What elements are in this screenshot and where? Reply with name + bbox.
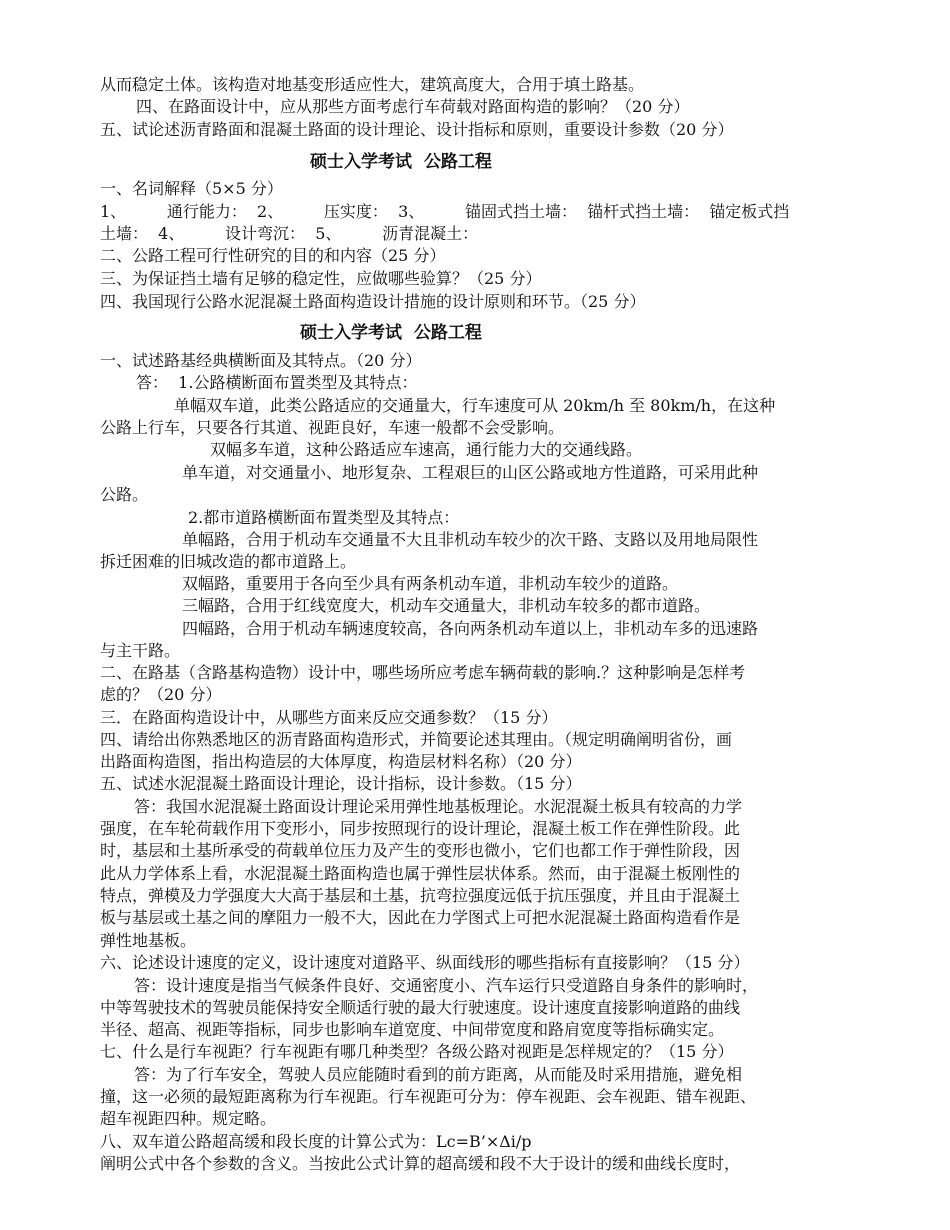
answer-line: 撞，这一必须的最短距离称为行车视距。行车视距可分为：停车视距、会车视距、错车视距、: [100, 1087, 757, 1106]
answer-line: 四幅路，合用于机动车辆速度较高，各向两条机动车道以上，非机动车多的迅速路: [182, 619, 759, 638]
answer-line: 双幅多车道，这种公路适应车速高，通行能力大的交通线路。: [210, 440, 643, 459]
answer-line: 与主干路。: [100, 641, 181, 660]
text-line: 1、 通行能力： 2、 压实度： 3、 锚固式挡土墙： 锚杆式挡土墙： 锚定板式挡: [100, 202, 790, 221]
answer-line: 板与基层或土基之间的摩阻力一般不大，因此在力学图式上可把水泥混凝土路面构造看作是: [100, 908, 741, 927]
answer-line: 公路上行车，只要各行其道、视距良好，车速一般都不会受影响。: [100, 418, 565, 437]
question-line: 阐明公式中各个参数的含义。当按此公式计算的超高缓和段不大于设计的缓和曲线长度时，: [100, 1154, 741, 1173]
answer-line: 单车道，对交通量小、地形复杂、工程艰巨的山区公路或地方性道路，可采用此种: [182, 463, 759, 482]
question-line: 四、在路面设计中，应从那些方面考虑行车荷载对路面构造的影响？（20 分）: [136, 97, 690, 116]
question-line: 八、双车道公路超高缓和段长度的计算公式为：Lc=B’×Δi/p: [100, 1132, 532, 1151]
answer-line: 公路。: [100, 485, 149, 504]
answer-line: 超车视距四种。规定略。: [100, 1109, 277, 1128]
section-title: 硕士入学考试 公路工程: [310, 152, 492, 172]
answer-line: 双幅路，重要用于各向至少具有两条机动车道，非机动车较少的道路。: [182, 574, 679, 593]
question-line: 四、我国现行公路水泥混凝土路面构造设计措施的设计原则和环节。（25 分）: [100, 292, 646, 311]
answer-line: 特点，弹模及力学强度大大高于基层和土基，抗弯拉强度远低于抗压强度，并且由于混凝土: [100, 886, 741, 905]
question-line: 五、试述水泥混凝土路面设计理论，设计指标，设计参数。（15 分）: [100, 774, 582, 793]
answer-line: 中等驾驶技术的驾驶员能保持安全顺适行驶的最大行驶速度。设计速度直接影响道路的曲线: [100, 998, 741, 1017]
answer-line: 强度，在车轮荷载作用下变形小，同步按照现行的设计理论，混凝土板工作在弹性阶段。此: [100, 819, 741, 838]
question-line: 二、公路工程可行性研究的目的和内容（25 分）: [100, 246, 446, 265]
question-line: 四、请给出你熟悉地区的沥青路面构造形式，并简要论述其理由。（规定明确阐明省份，画: [100, 730, 733, 749]
text-line: 从而稳定土体。该构造对地基变形适应性大，建筑高度大，合用于填土路基。: [100, 75, 645, 94]
answer-line: 拆迁困难的旧城改造的都市道路上。: [100, 552, 357, 571]
question-line: 二、在路基（含路基构造物）设计中，哪些场所应考虑车辆荷载的影响.？这种影响是怎样考: [100, 663, 746, 682]
answer-line: 答： 1.公路横断面布置类型及其特点：: [136, 373, 418, 392]
question-line: 三．在路面构造设计中，从哪些方面来反应交通参数？（15 分）: [100, 708, 558, 727]
question-line: 五、试论述沥青路面和混凝土路面的设计理论、设计指标和原则，重要设计参数（20 分）: [100, 120, 734, 139]
question-line: 三、为保证挡土墙有足够的稳定性，应做哪些验算？（25 分）: [100, 269, 542, 288]
section-title: 硕士入学考试 公路工程: [300, 323, 482, 343]
question-line: 六、论述设计速度的定义，设计速度对道路平、纵面线形的哪些指标有直接影响？（15 分）: [100, 953, 750, 972]
answer-line: 弹性地基板。: [100, 931, 197, 950]
answer-line: 答：设计速度是指当气候条件良好、交通密度小、汽车运行只受道路自身条件的影响时，: [134, 976, 759, 995]
question-line: 虑的？（20 分）: [100, 685, 222, 704]
answer-line: 三幅路，合用于红线宽度大，机动车交通量大，非机动车较多的都市道路。: [182, 596, 711, 615]
answer-line: 此从力学体系上看，水泥混凝土路面构造也属于弹性层状体系。然而，由于混凝土板刚性的: [100, 864, 741, 883]
question-line: 一、名词解释（5×5 分）: [100, 179, 283, 198]
question-line: 一、试述路基经典横断面及其特点。（20 分）: [100, 351, 422, 370]
answer-line: 2.都市道路横断面布置类型及其特点：: [188, 508, 460, 527]
question-line: 七、什么是行车视距？行车视距有哪几种类型？各级公路对视距是怎样规定的？（15 分）: [100, 1042, 734, 1061]
answer-line: 单幅双车道，此类公路适应的交通量大，行车速度可从 20km/h 至 80km/h，在这种: [174, 396, 776, 415]
text-line: 土墙： 4、 设计弯沉： 5、 沥青混凝土：: [100, 224, 479, 243]
answer-line: 半径、超高、视距等指标，同步也影响车道宽度、中间带宽度和路肩宽度等指标确实定。: [100, 1020, 725, 1039]
question-line: 出路面构造图，指出构造层的大体厚度，构造层材料名称）（20 分）: [100, 752, 582, 771]
answer-line: 单幅路，合用于机动车交通量不大且非机动车较少的次干路、支路以及用地局限性: [182, 530, 759, 549]
answer-line: 时，基层和土基所承受的荷载单位压力及产生的变形也微小，它们也都工作于弹性阶段，因: [100, 841, 741, 860]
answer-line: 答：我国水泥混凝土路面设计理论采用弹性地基板理论。水泥混凝土板具有较高的力学: [134, 797, 743, 816]
answer-line: 答：为了行车安全，驾驶人员应能随时看到的前方距离，从而能及时采用措施，避免相: [134, 1065, 743, 1084]
